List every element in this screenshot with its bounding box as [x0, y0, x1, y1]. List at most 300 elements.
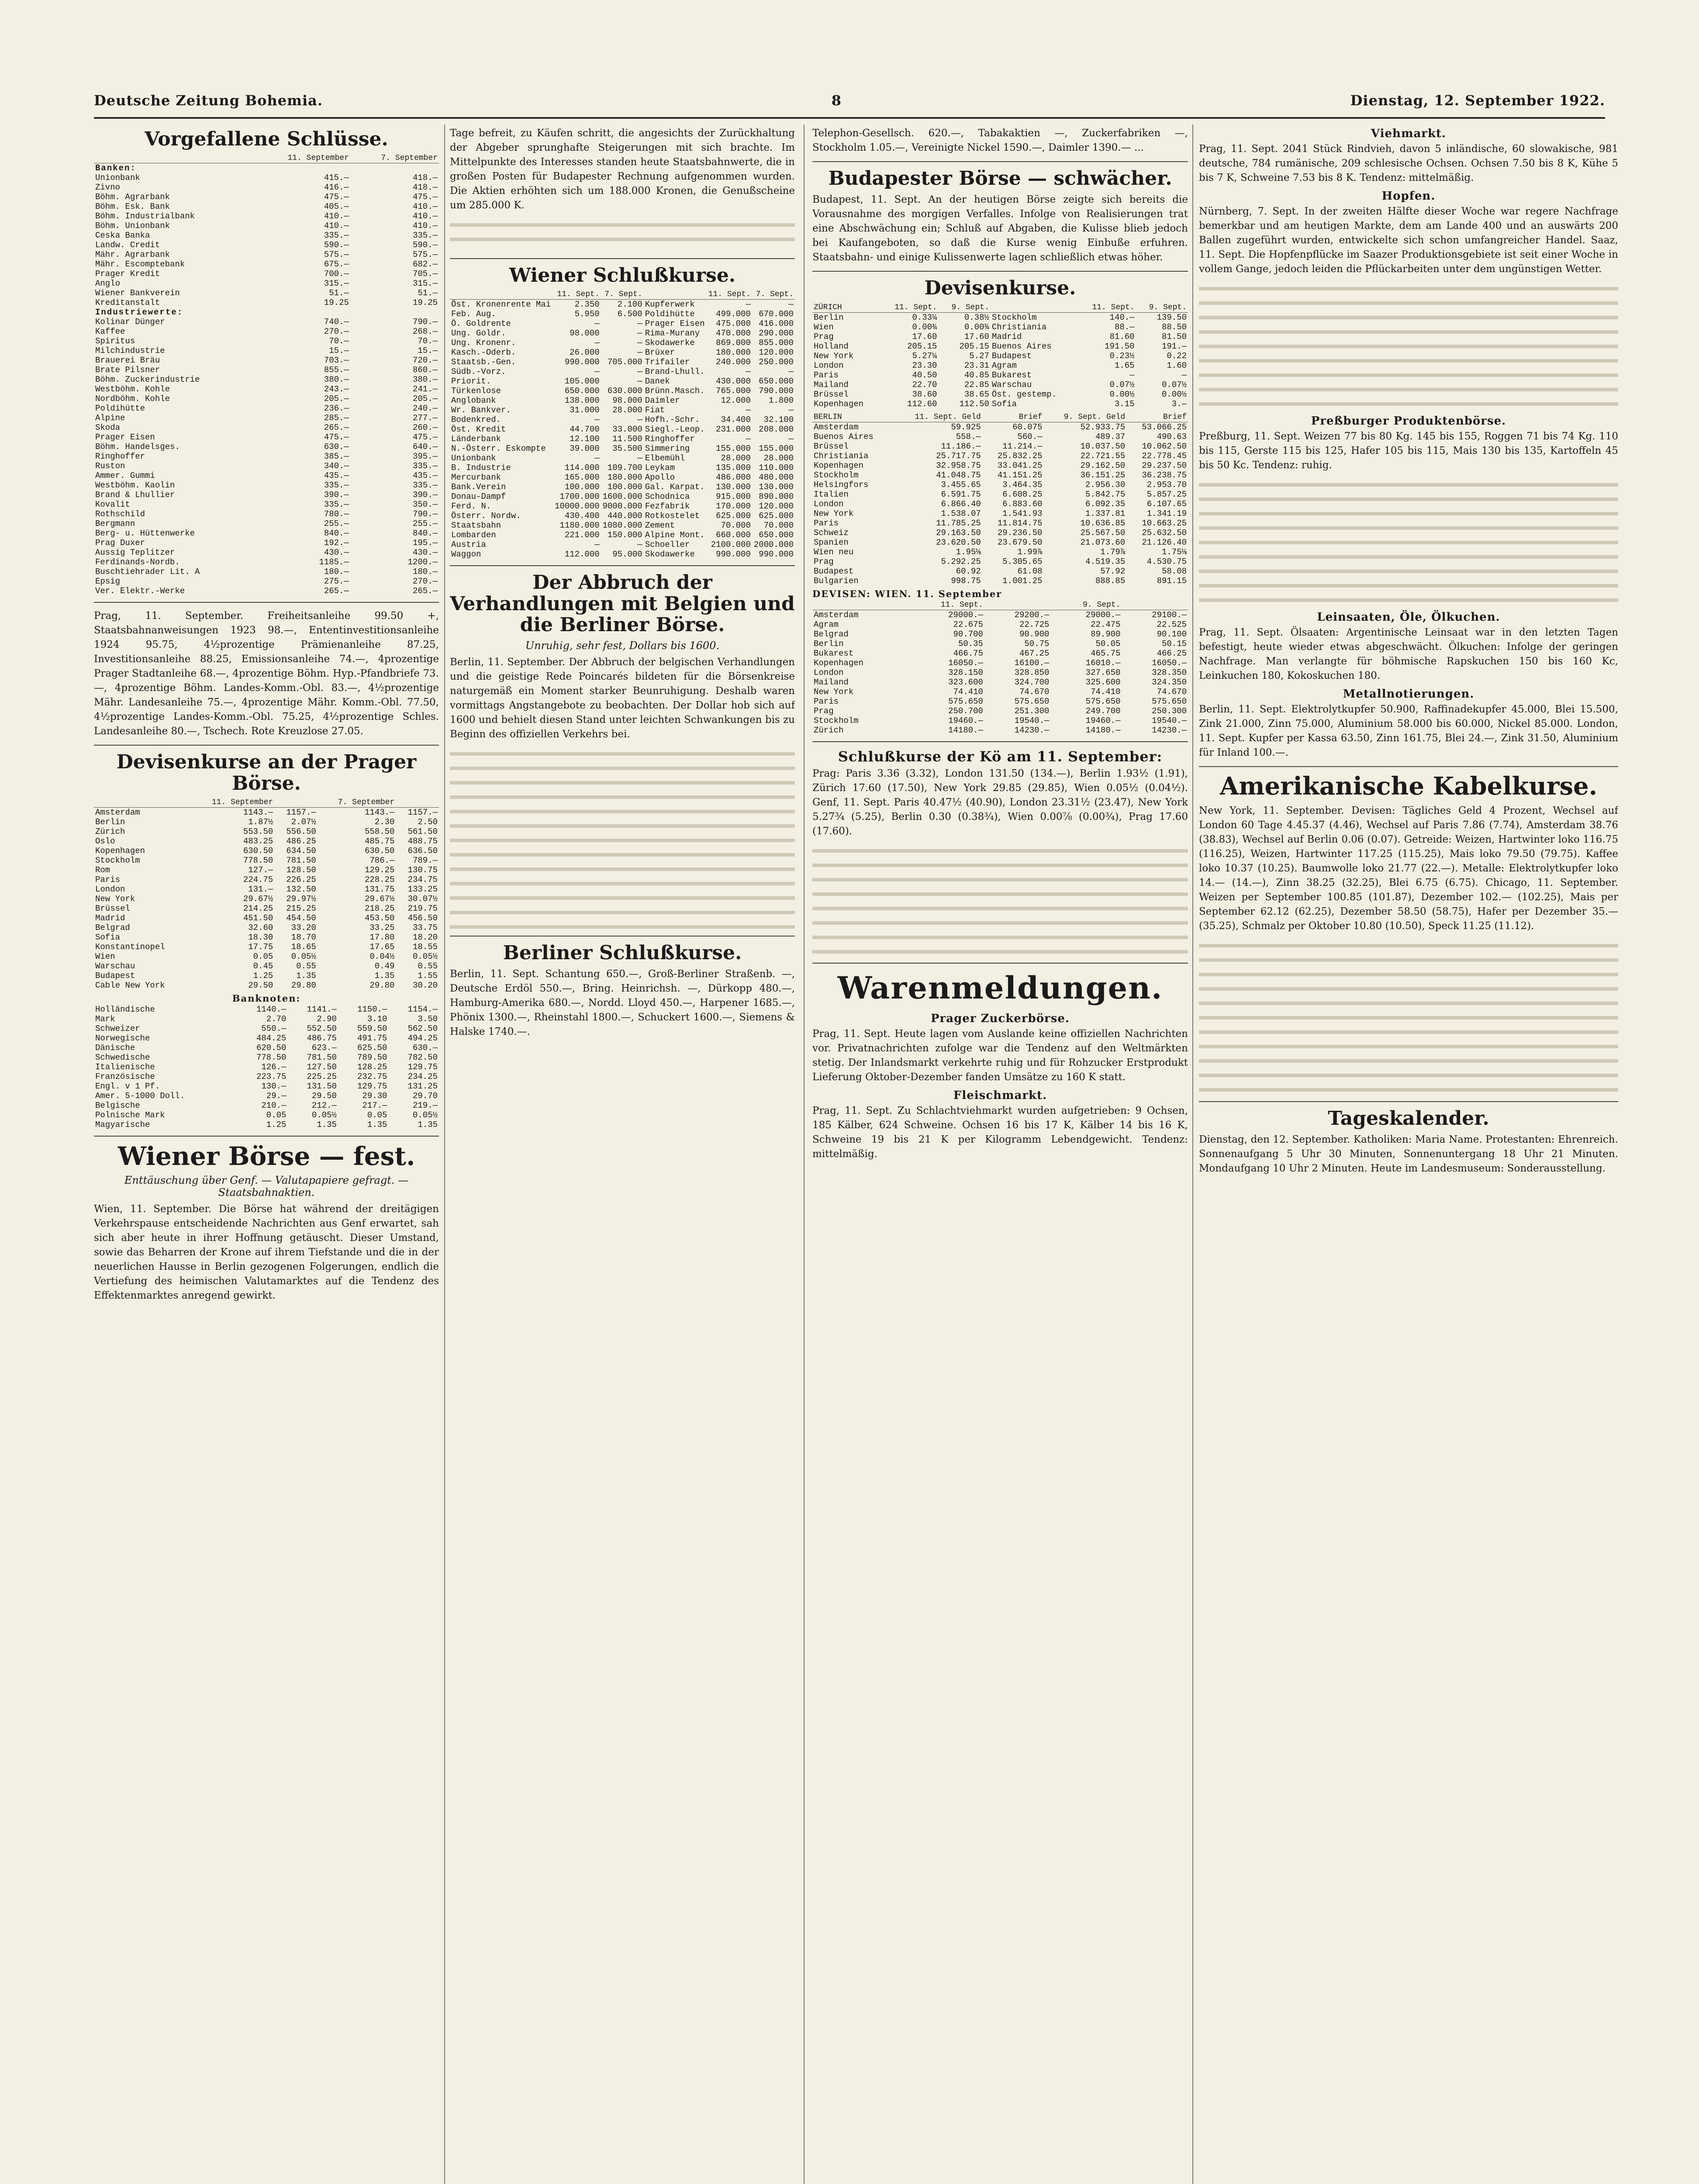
table-row — [812, 518, 1188, 528]
table-row — [812, 649, 1188, 658]
cell-value: 0.22 — [1167, 351, 1187, 361]
row-label: Berlin — [814, 639, 844, 649]
row-label: Budapest — [814, 566, 854, 576]
cell-value: 410.— — [412, 202, 438, 212]
cell-value: 130.000 — [759, 482, 794, 492]
cell-value: 888.85 — [1095, 576, 1126, 586]
subsection-title: Metallnotierungen. — [1343, 688, 1475, 701]
table-header-row — [94, 798, 439, 808]
cell-value: 790.— — [412, 317, 438, 327]
table-row — [94, 442, 439, 452]
cell-value: 390.— — [412, 490, 438, 500]
cell-value: 18.20 — [412, 933, 438, 943]
cell-value: 781.50 — [307, 1053, 337, 1063]
cell-value: 0.05 — [266, 1110, 287, 1120]
row-label: Zürich — [814, 725, 844, 735]
column-header: 7. Sept. — [752, 290, 795, 300]
cell-value: 14180.— — [948, 725, 983, 735]
column-header — [991, 303, 1077, 313]
table-row — [94, 259, 439, 269]
cell-value: 29.67½ — [364, 894, 395, 904]
row-label: Ö. Goldrente — [451, 319, 511, 329]
cell-value: 58.08 — [1161, 566, 1187, 576]
cell-value: 705.000 — [607, 357, 642, 367]
cell-value: 2.100 — [617, 300, 642, 310]
table-row — [94, 836, 439, 846]
cell-value: 114.000 — [564, 463, 600, 473]
cell-value: 990.000 — [759, 549, 794, 560]
cell-value: 131.50 — [307, 1082, 337, 1092]
cell-value: 90.900 — [1019, 629, 1050, 639]
cell-value: 23.679.50 — [997, 537, 1043, 547]
cell-value: 15.— — [418, 346, 438, 356]
column-header: 7. September — [318, 798, 396, 808]
section-title: Tageskalender. — [1328, 1107, 1489, 1130]
table-row — [450, 463, 795, 473]
cell-value: 17.60 — [964, 332, 989, 342]
row-label: Cable New York — [95, 981, 165, 991]
row-label: Sofia — [991, 399, 1017, 409]
column-header: 11. Sept. Geld — [893, 412, 982, 422]
cell-value: 110.000 — [759, 463, 794, 473]
article-continuation — [450, 746, 795, 930]
cell-value: 416.— — [324, 183, 349, 193]
cell-value: 456.50 — [407, 913, 438, 923]
cell-value: 170.000 — [716, 501, 751, 511]
table-row — [94, 509, 439, 519]
cell-value: 21.073.60 — [1080, 537, 1126, 547]
row-label: Wien — [814, 322, 834, 332]
cell-value: 29.67½ — [243, 894, 273, 904]
column-header: 7. Sept. — [601, 290, 644, 300]
cell-value: 191.50 — [1105, 341, 1135, 351]
cell-value: 255.— — [412, 519, 438, 529]
cell-value: 165.000 — [564, 473, 600, 483]
cell-value: 789.50 — [357, 1053, 387, 1063]
cell-value: 0.45 — [253, 961, 273, 971]
cell-value: 205.15 — [907, 341, 937, 351]
cell-value: 22.725 — [1019, 619, 1050, 629]
article-text: Tage befreit, zu Käufen schritt, die angesichts der Zurückhaltung der Abgeber sprunghafte Steigerungen mit sich brachte. Im Mittelpunkte des Interesses standen heute Staatsbahnwerte, die in großen Posten für Budapester Rechnung aufgenommen wurden. Die Aktien erhöhten sich um 188.000 Kronen, die Genußscheine um 285.000 K. — [450, 128, 795, 211]
column-header: ZÜRICH — [812, 303, 880, 313]
cell-value: 22.475 — [1091, 619, 1121, 629]
table-row — [94, 1110, 439, 1120]
cell-value: 489.37 — [1095, 432, 1126, 442]
row-label: Mercurbank — [451, 473, 501, 483]
row-label: Unionbank — [451, 453, 496, 463]
row-label: Böhm. Handelsges. — [95, 442, 180, 452]
row-label: Prag — [814, 556, 834, 567]
cell-value: 50.15 — [1161, 639, 1187, 649]
cell-value: 765.000 — [716, 386, 751, 396]
page-header — [94, 87, 1605, 114]
table-row — [812, 312, 1188, 322]
cell-value: 682.— — [412, 259, 438, 270]
cell-value: 29.236.50 — [997, 528, 1043, 538]
cell-value: 575.650 — [1152, 696, 1187, 706]
row-label: Böhm. Industrialbank — [95, 211, 195, 221]
cell-value: 466.75 — [953, 648, 983, 658]
row-label: Paris — [814, 518, 839, 528]
table-row — [450, 511, 795, 521]
cell-value: 19.25 — [412, 298, 438, 308]
cell-value: 454.50 — [286, 913, 316, 923]
cell-value: 251.300 — [1014, 706, 1050, 716]
row-label: Zivno — [95, 183, 121, 193]
cell-value: 1.35 — [296, 971, 316, 981]
column-header — [274, 798, 318, 808]
cell-value: — — [594, 415, 600, 425]
cell-value: 250.000 — [759, 357, 794, 367]
row-label: Magyarische — [95, 1120, 150, 1130]
cell-value: 53.066.25 — [1142, 422, 1187, 432]
masthead-name: Deutsche Zeitung Bohemia. — [94, 92, 323, 109]
row-label: Kupferwerk — [645, 300, 695, 310]
cell-value: 486.25 — [286, 836, 316, 847]
cell-value: 6.866.40 — [941, 499, 981, 509]
cell-value: 430.— — [412, 548, 438, 558]
row-label: Ung. Goldr. — [451, 328, 506, 339]
row-label: Madrid — [991, 332, 1022, 342]
cell-value: 998.75 — [951, 576, 981, 586]
cell-value: 0.07½ — [1161, 380, 1187, 390]
section-rule — [94, 602, 439, 603]
cell-value: 561.50 — [407, 827, 438, 837]
cell-value: 88.— — [1114, 322, 1135, 332]
cell-value: 130.000 — [716, 482, 751, 492]
cell-value: 33.20 — [291, 923, 316, 933]
cell-value: 575.650 — [1014, 696, 1050, 706]
column-header: 9. Sept. Geld — [1044, 412, 1127, 422]
zurich-exchange-table — [812, 303, 1188, 409]
table-row — [450, 482, 795, 492]
cell-value: 29.50 — [311, 1091, 337, 1101]
row-label: New York — [814, 351, 854, 361]
cell-value: 22.778.45 — [1142, 451, 1187, 461]
table-row — [94, 952, 439, 961]
cell-value: 550.— — [261, 1024, 287, 1034]
article-text: Prag, 11. Sept. 2041 Stück Rindvieh, davon 5 inländische, 60 slowakische, 981 deutsche, 784 rumänische, 209 schlesische Ochsen. Ochsen 7.50 bis 8 K, Kühe 5 bis 7 K, Schweine 7.53 bis 8 K. Tendenz: mittelmäßig. — [1199, 143, 1618, 183]
cell-value: 14230.— — [1014, 725, 1050, 735]
row-label: Epsig — [95, 577, 121, 587]
table-row — [94, 1101, 439, 1110]
section-rule — [1199, 766, 1618, 767]
table-row — [812, 567, 1188, 576]
row-label: Rom — [95, 865, 111, 875]
cell-value: 0.05½ — [412, 1110, 438, 1120]
cell-value: — — [637, 367, 642, 377]
row-label: Ringhoffer — [645, 434, 695, 444]
row-label: Prag — [814, 706, 834, 716]
cell-value: 470.000 — [716, 328, 751, 339]
cell-value: — — [637, 540, 642, 550]
row-label: Budapest — [95, 971, 135, 981]
row-label: London — [814, 499, 844, 509]
cell-value: 2.70 — [266, 1014, 287, 1024]
cell-value: 636.50 — [407, 846, 438, 856]
article-continuation — [1199, 477, 1618, 608]
table-row — [812, 576, 1188, 586]
cell-value: 486.000 — [716, 473, 751, 483]
cell-value: 675.— — [324, 259, 349, 270]
table-row — [94, 365, 439, 375]
table-row — [94, 913, 439, 923]
article-text: Prag, 11. Sept. Zu Schlachtviehmarkt wurden aufgetrieben: 9 Ochsen, 185 Kälber, 624 Schweine. Ochsen 16 bis 17 K, Kälber 14 bis 16 K, Schweine 19 bis 21 K per Kilogramm Lebendgewicht. Tendenz: mittelmäßig. — [812, 1105, 1188, 1160]
row-label: Ferdinands-Nordb. — [95, 557, 180, 567]
table-row — [94, 548, 439, 557]
cell-value: 1143.— — [364, 808, 395, 818]
section-rule — [812, 271, 1188, 272]
row-label: Poldihütte — [95, 404, 145, 414]
row-label: Stockholm — [95, 856, 140, 866]
table-row — [450, 348, 795, 357]
table-row — [94, 461, 439, 471]
cell-value: 395.— — [412, 452, 438, 462]
table-row — [94, 1072, 439, 1082]
row-label: Italienische — [95, 1062, 155, 1072]
prague-bond-notes: Prag, 11. September. Freiheitsanleihe 99.50 +, Staatsbahnanweisungen 1923 98.—, Ententinvestitionsanleihe 1924 95.75, 4½prozentige Prämienanleihe 87.25, Investitionsanleihe 88.25, Emissionsanleihe 74.—, 4prozentige Prager Stadtanleihe 68.—, 4prozentige Böhm. Hyp.-Pfandbriefe 73.—, 4prozentige Böhm. Landes-Komm.-Obl. 83.—, 4½prozentige Mähr. Landesanleihe 75.—, 4prozentige Mähr. Komm.-Obl. 77.50, 4½prozentige Landes-Komm.-Obl. 75.25, 4½prozentige Schles. Landesanleihe 80.—, Tschech. Rote Kreuzlose 27.05. — [94, 610, 439, 737]
cell-value: 475.— — [412, 432, 438, 442]
table-row — [450, 415, 795, 425]
cell-value: 323.600 — [948, 677, 983, 687]
cell-value: 208.000 — [759, 425, 794, 435]
cell-value: 625.000 — [759, 511, 794, 521]
cell-value: 112.000 — [564, 549, 600, 560]
row-label: Aussig Teplitzer — [95, 548, 175, 558]
cell-value: 327.650 — [1085, 667, 1121, 677]
cell-value: — — [637, 338, 642, 348]
cell-value: 29.— — [266, 1091, 287, 1101]
table-row — [450, 396, 795, 405]
cell-value: 891.15 — [1157, 576, 1187, 586]
table-row — [94, 856, 439, 865]
row-label: Rotkostelet — [645, 511, 700, 521]
cell-value: 620.50 — [256, 1043, 287, 1053]
cell-value: 484.25 — [256, 1033, 287, 1044]
row-label: Skodawerke — [645, 549, 695, 560]
cell-value: 790.— — [412, 509, 438, 519]
row-label: Agram — [991, 360, 1017, 370]
section-rule — [450, 565, 795, 566]
table-row — [94, 923, 439, 933]
row-label: Siegl.-Leop. — [645, 425, 705, 435]
cell-value: 36.238.75 — [1142, 470, 1187, 480]
cell-value: 155.000 — [716, 444, 751, 454]
table-row — [812, 442, 1188, 451]
row-label: Kreditanstalt — [95, 298, 160, 308]
table-row — [94, 1062, 439, 1072]
cell-value: 277.— — [412, 413, 438, 423]
cell-value: 270.— — [324, 327, 349, 337]
table-row — [94, 346, 439, 356]
table-row — [450, 377, 795, 386]
table-row — [94, 490, 439, 500]
cell-value: 5.842.75 — [1085, 489, 1126, 499]
cell-value: 120.000 — [759, 501, 794, 511]
table-row — [450, 425, 795, 434]
table-row — [94, 1120, 439, 1130]
cell-value: 231.000 — [716, 425, 751, 435]
row-label: Christiania — [814, 451, 869, 461]
row-label: Skoda — [95, 423, 121, 433]
row-label: Buschtiehrader Lit. A — [95, 567, 200, 577]
vienna-exchange-table — [812, 600, 1188, 735]
cell-value: 556.50 — [286, 827, 316, 837]
cell-value: 2.90 — [317, 1014, 337, 1024]
cell-value: 6.092.35 — [1085, 499, 1126, 509]
table-row — [450, 328, 795, 338]
cell-value: 265.— — [324, 423, 349, 433]
row-label: Öst. Kronenrente Mai — [451, 300, 551, 310]
cell-value: 410.— — [412, 211, 438, 221]
cell-value: 219.— — [412, 1101, 438, 1111]
cell-value: 491.75 — [357, 1033, 387, 1044]
table-row — [94, 375, 439, 384]
cell-value: 380.— — [324, 375, 349, 385]
table-row — [94, 1005, 439, 1014]
cell-value: — — [594, 367, 600, 377]
row-label: Apollo — [645, 473, 675, 483]
cell-value: 265.— — [324, 586, 349, 596]
cell-value: 10.636.85 — [1080, 518, 1126, 528]
cell-value: — — [746, 434, 751, 444]
row-label: Schweiz — [814, 528, 849, 538]
table-row — [812, 490, 1188, 499]
table-header-row — [94, 153, 439, 163]
section-title: Budapester Börse — schwächer. — [828, 167, 1172, 190]
table-row — [812, 697, 1188, 706]
row-label: Madrid — [95, 913, 125, 923]
row-label: Mailand — [814, 380, 849, 390]
cell-value: 6.107.65 — [1146, 499, 1187, 509]
cell-value: 1.001.25 — [1002, 576, 1043, 586]
table-row — [94, 827, 439, 836]
row-label: London — [814, 667, 844, 677]
cell-value: 33.041.25 — [997, 460, 1043, 470]
section-rule — [812, 161, 1188, 162]
column-header — [450, 290, 553, 300]
table-row — [812, 677, 1188, 687]
article-continuation — [450, 217, 795, 252]
column-header: BERLIN — [812, 412, 893, 422]
table-row — [812, 390, 1188, 399]
row-label: Kopenhagen — [95, 846, 145, 856]
cell-value: 410.— — [324, 211, 349, 221]
cell-value: 130.— — [261, 1082, 287, 1092]
cell-value: 105.000 — [564, 377, 600, 387]
cell-value: 660.000 — [716, 530, 751, 540]
cell-value: 475.— — [412, 192, 438, 202]
table-row — [94, 211, 439, 221]
cell-value: 1.79⅞ — [1100, 547, 1126, 557]
row-label: Kolinar Dünger — [95, 317, 165, 327]
cell-value: 70.— — [329, 336, 349, 346]
table-row — [94, 519, 439, 529]
row-label: Öst. Kredit — [451, 425, 506, 435]
article-text: Berlin, 11. September. Der Abbruch der belgischen Verhandlungen und die geistige Rede Poincarés bildeten für die Börsenkreise naturgemäß ein Moment starker Beunruhigung. Deshalb waren vormittags Angstangebote zu beobachten. Der Dollar hob sich auf 1600 und behielt diesen Stand unter leichten Schwankungen bis zu Beginn des offiziellen Verkehrs bei. — [450, 656, 795, 740]
section-title: Vorgefallene Schlüsse. — [145, 128, 388, 150]
row-label: B. Industrie — [451, 463, 511, 473]
row-label: Ruston — [95, 461, 125, 471]
cell-value: 15.— — [329, 346, 349, 356]
cell-value: 40.85 — [964, 370, 989, 380]
table-row — [812, 538, 1188, 547]
row-label: Feb. Aug. — [451, 309, 496, 319]
table-row — [812, 432, 1188, 442]
cell-value: 1.541.93 — [1002, 508, 1043, 518]
row-label: Mark — [95, 1014, 115, 1024]
section-rule — [94, 1136, 439, 1137]
cell-value: 625.000 — [716, 511, 751, 521]
table-row — [94, 961, 439, 971]
cell-value: 70.000 — [763, 521, 794, 531]
row-label: Alpine Mont. — [645, 530, 705, 540]
cell-value: 32.100 — [763, 415, 794, 425]
cell-value: 255.— — [324, 519, 349, 529]
table-row — [94, 221, 439, 231]
row-label: Öst. gestemp. — [991, 389, 1057, 399]
article-text: Dienstag, den 12. September. Katholiken: Maria Name. Protestanten: Ehrenreich. Sonnenaufgang 5 Uhr 30 Minuten, Sonnenuntergang 18 Uhr 21 Minuten. Mondaufgang 10 Uhr 2 Minuten. Heute im Landesmuseum: Sonderausstellung. — [1199, 1133, 1618, 1174]
cell-value: 11.214.— — [1002, 441, 1043, 451]
row-label: Nordböhm. Kohle — [95, 394, 170, 404]
article-text: Berlin, 11. Sept. Elektrolytkupfer 50.900, Raffinadekupfer 45.000, Blei 15.500, Zink 21.000, Zinn 75.000, Aluminium 58.000 bis 60.000, Nickel 85.000. London, 11. Sept. Kupfer per Kassa 63.50, Zinn 161.75, Blei 24.—, Zink 31.50, Aluminium für Inland 100.—. — [1199, 704, 1618, 758]
row-label: London — [814, 360, 844, 370]
cell-value: 650.000 — [759, 377, 794, 387]
cell-value: 214.25 — [243, 904, 273, 914]
cell-value: 112.60 — [907, 399, 937, 409]
cell-value: 390.— — [324, 490, 349, 500]
cell-value: 499.000 — [716, 309, 751, 319]
cell-value: 30.20 — [412, 981, 438, 991]
cell-value: 789.— — [412, 856, 438, 866]
cell-value: 1180.000 — [559, 521, 600, 531]
cell-value: 0.23½ — [1109, 351, 1135, 361]
cell-value: 0.00¾ — [912, 322, 937, 332]
row-label: Berg- u. Hüttenwerke — [95, 529, 195, 539]
cell-value: 1.25 — [266, 1120, 287, 1130]
row-label: Bank.Verein — [451, 482, 506, 492]
table-row — [812, 499, 1188, 509]
cell-value: 1.35 — [317, 1120, 337, 1130]
cell-value: 127.50 — [307, 1062, 337, 1072]
cell-value: 0.05½ — [311, 1110, 337, 1120]
cell-value: 29.80 — [291, 981, 316, 991]
row-label: Unionbank — [95, 173, 140, 183]
table-row — [812, 687, 1188, 697]
cell-value: 1185.— — [319, 557, 349, 567]
column-header: 11. Sept. — [707, 290, 752, 300]
cell-value: 28.000 — [721, 453, 751, 463]
cell-value: 700.— — [324, 269, 349, 279]
cell-value: 129.75 — [407, 1062, 438, 1072]
cell-value: 41.151.25 — [997, 470, 1043, 480]
row-label: Amsterdam — [814, 610, 859, 620]
cell-value: 51.— — [329, 288, 349, 298]
cell-value: 25.832.25 — [997, 451, 1043, 461]
cell-value: 17.75 — [248, 942, 273, 952]
row-label: Sofia — [95, 933, 121, 943]
row-label: Buenos Aires — [991, 341, 1052, 351]
table-row — [812, 629, 1188, 639]
cell-value: — — [637, 415, 642, 425]
cell-value: 1141.— — [307, 1005, 337, 1015]
cell-value: 453.50 — [364, 913, 395, 923]
row-label: Budapest — [991, 351, 1032, 361]
table-row — [450, 540, 795, 549]
table-row — [812, 658, 1188, 668]
cell-value: 1.35 — [374, 971, 395, 981]
cell-value: 18.30 — [248, 933, 273, 943]
